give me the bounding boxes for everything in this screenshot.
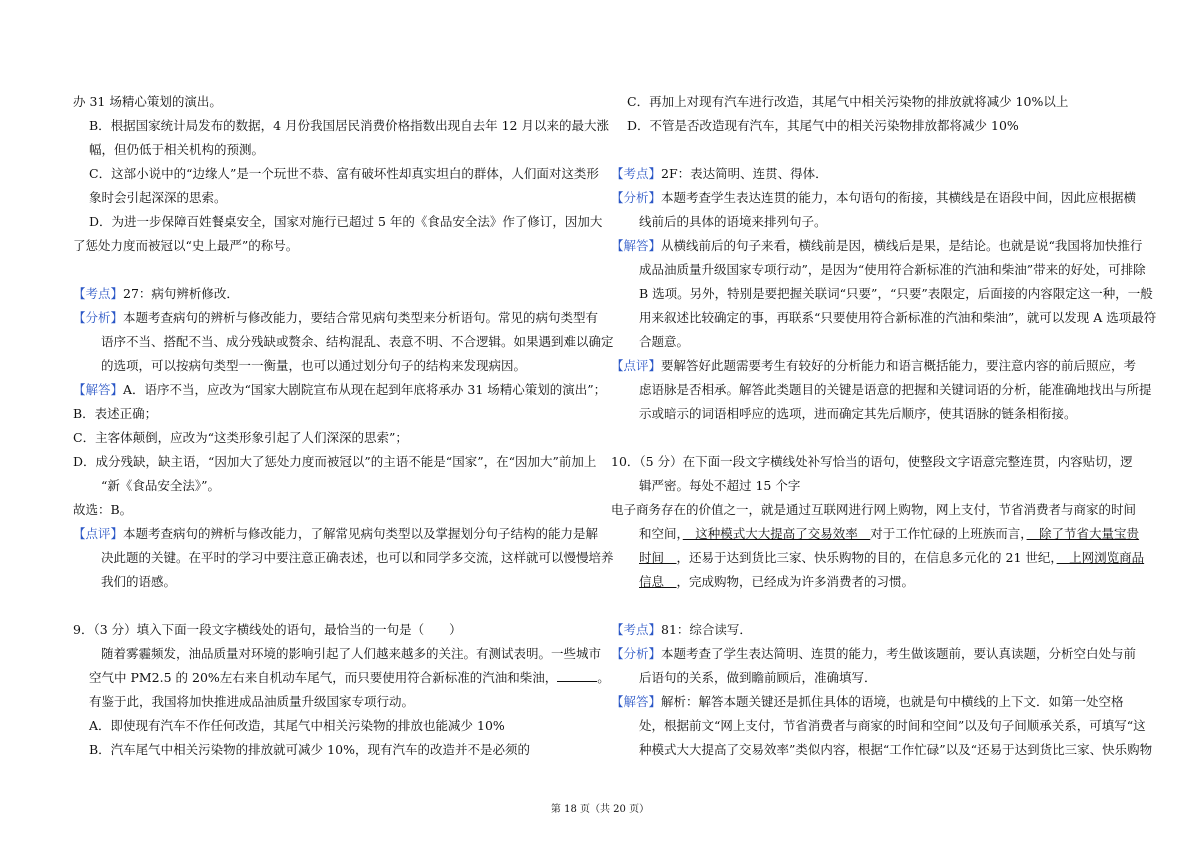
fill-blank	[557, 667, 597, 682]
text-segment: 。	[597, 670, 610, 685]
kaodian-text: 81：综合读写．	[661, 622, 752, 637]
text-line: 决此题的关键。在平时的学习中要注意正确表述，也可以和同学多交流，这样就可以慢慢培养	[101, 550, 614, 565]
fenxi-text: 本题考查学生表达连贯的能力，本句语句的衔接，其横线是在语段中间，因此应根据横	[661, 190, 1137, 205]
text-line: 示或暗示的词语相呼应的选项，进而确定其先后顺序，使其语脉的链条相衔接。	[639, 406, 1077, 421]
kaodian-text: 27：病句辨析修改．	[123, 286, 239, 301]
answer-line: 故选：B。	[73, 502, 133, 517]
page-footer: 第 18 页（共 20 页）	[550, 804, 650, 815]
text-line: 象时会引起深深的思索。	[89, 190, 227, 205]
fenxi-tag: 【分析】	[73, 310, 124, 325]
text-line: 有鉴于此，我国将加快推进成品油质量升级国家专项行动。	[89, 694, 415, 709]
kaodian-line	[611, 618, 1131, 642]
text-line	[611, 546, 1145, 570]
text-line: C．主客体颠倒，应改为“这类形象引起了人们深深的思索”；	[73, 430, 408, 445]
fenxi-text: 本题考查了学生表达简明、连贯的能力，考生做该题前，要认真读题，分析空白处与前	[661, 646, 1137, 661]
dianping-text: 要解答好此题需要考生有较好的分析能力和语言概括能力，要注意内容的前后照应，考	[661, 358, 1137, 373]
text-line: 幅，但仍低于相关机构的预测。	[89, 142, 265, 157]
jieda-tag: 【解答】	[611, 238, 662, 253]
jieda-line	[611, 234, 1143, 258]
fenxi-tag: 【分析】	[611, 190, 662, 205]
jieda-tag: 【解答】	[73, 382, 124, 397]
text-line: 线前后的具体的语境来排列句子。	[639, 214, 827, 229]
option-d: D．为进一步保障百姓餐桌安全，国家对施行已超过 5 年的《食品安全法》作了修订，因加大	[89, 214, 603, 229]
text-line: 合题意。	[639, 334, 690, 349]
dianping-line	[611, 354, 1137, 378]
text-line	[611, 522, 1140, 546]
fenxi-line	[611, 186, 1137, 210]
answer-underline: 除了节省大量宝贵	[1026, 526, 1140, 541]
option-c: C．再加上对现有汽车进行改造，其尾气中相关污染物的排放就将减少 10%以上	[627, 94, 1069, 109]
answer-underline: 信息	[639, 574, 677, 589]
dianping-tag: 【点评】	[73, 526, 124, 541]
text-line: 的选项，可以按病句类型一一衡量，也可以通过划分句子的结构来发现病因。	[101, 358, 527, 373]
question-10-title: 10．（5 分）在下面一段文字横线处补写恰当的语句，使整段文字语意完整连贯，内容贴切，逻	[611, 454, 1133, 469]
dianping-tag: 【点评】	[611, 358, 662, 373]
text-segment: ，还易于达到货比三家、快乐购物的目的，在信息多元化的 21 世纪，	[676, 550, 1057, 565]
text-line: 我们的语感。	[101, 574, 177, 589]
text-line: 用来叙述比较确定的事，再联系“只要使用符合新标准的汽油和柴油”，就可以发现 A 选项最符	[639, 310, 1157, 325]
text-line: 了惩处力度而被冠以“史上最严”的称号。	[73, 238, 299, 253]
text-line: D．成分残缺，缺主语，“因加大了惩处力度而被冠以”的主语不能是“国家”，在“因加大”前加上	[73, 454, 597, 469]
text-line: B 选项。另外，特别是要把握关联词“只要”，“只要”表限定，后面接的内容限定这一种，一般	[639, 286, 1153, 301]
option-d: D．不管是否改造现有汽车，其尾气中的相关污染物排放都将减少 10%	[627, 118, 1019, 133]
text-segment: 和空间，	[639, 526, 683, 541]
question-9-title: 9．（3 分）填入下面一段文字横线处的语句，最恰当的一句是（ ）	[73, 622, 462, 637]
text-line	[611, 570, 1131, 594]
jieda-line	[73, 378, 607, 402]
kaodian-tag: 【考点】	[611, 622, 662, 637]
fenxi-line	[611, 642, 1137, 666]
answer-underline: 上网浏览商品	[1056, 550, 1145, 565]
jieda-line	[611, 690, 1131, 714]
option-a: A．即使现有汽车不作任何改造，其尾气中相关污染物的排放也能减少 10%	[89, 718, 505, 733]
answer-underline: 时间	[639, 550, 677, 565]
answer-underline: 这种模式大大提高了交易效率	[682, 526, 871, 541]
option-c: C．这部小说中的“边缘人”是一个玩世不恭、富有破坏性却真实坦白的群体，人们面对这类形	[89, 166, 599, 181]
kaodian-text: 2F：表达简明、连贯、得体．	[661, 166, 828, 181]
text-line	[73, 666, 610, 690]
kaodian-line	[73, 282, 581, 306]
jieda-text: 从横线前后的句子来看，横线前是因，横线后是果，是结论。也就是说“我国将加快推行	[661, 238, 1143, 253]
dianping-text: 本题考查病句的辨析与修改能力，了解常见病句类型以及掌握划分句子结构的能力是解	[123, 526, 599, 541]
jieda-text: 解析：解答本题关键还是抓住具体的语境，也就是句中横线的上下文．如第一处空格	[661, 694, 1124, 709]
text-segment: 对于工作忙碌的上班族而言，	[870, 526, 1027, 541]
text-line: 电子商务存在的价值之一，就是通过互联网进行网上购物，网上支付，节省消费者与商家的时间	[611, 502, 1137, 517]
text-line: 种模式大大提高了交易效率”类似内容，根据“工作忙碌”以及“还易于达到货比三家、快乐购物	[639, 742, 1153, 757]
kaodian-tag: 【考点】	[611, 166, 662, 181]
text-line: 处，根据前文“网上支付，节省消费者与商家的时间和空间”以及句子间顺承关系，可填写“这	[639, 718, 1146, 733]
kaodian-line	[611, 162, 1131, 186]
text-segment: ，完成购物，已经成为许多消费者的习惯。	[676, 574, 915, 589]
text-line: 办 31 场精心策划的演出。	[73, 94, 222, 109]
jieda-tag: 【解答】	[611, 694, 662, 709]
option-b: B．根据国家统计局发布的数据，4 月份我国居民消费价格指数出现自去年 12 月以来的最大涨	[89, 118, 609, 133]
kaodian-tag: 【考点】	[73, 286, 124, 301]
text-line: “新《食品安全法》”。	[101, 478, 221, 493]
jieda-text: A．语序不当，应改为“国家大剧院宣布从现在起到年底将承办 31 场精心策划的演出”；	[123, 382, 607, 397]
text-line: 成品油质量升级国家专项行动”，是因为“使用符合新标准的汽油和柴油”带来的好处，可排除	[639, 262, 1146, 277]
text-line: 后语句的关系，做到瞻前顾后，准确填写．	[639, 670, 877, 685]
text-line: B．表述正确；	[73, 406, 158, 421]
text-line: 语序不当、搭配不当、成分残缺或赘余、结构混乱、表意不明、不合逻辑。如果遇到难以确定	[101, 334, 614, 349]
text-segment: 空气中 PM2.5 的 20%左右来自机动车尾气，而只要使用符合新标准的汽油和柴油，	[89, 670, 558, 685]
dianping-line	[73, 522, 599, 546]
fenxi-tag: 【分析】	[611, 646, 662, 661]
fenxi-text: 本题考查病句的辨析与修改能力，要结合常见病句类型来分析语句。常见的病句类型有	[123, 310, 599, 325]
text-line: 随着雾霾频发，油品质量对环境的影响引起了人们越来越多的关注。有测试表明。一些城市	[101, 646, 602, 661]
text-line: 辑严密。每处不超过 15 个字	[639, 478, 801, 493]
option-b: B．汽车尾气中相关污染物的排放就可减少 10%，现有汽车的改造并不是必须的	[89, 742, 530, 757]
fenxi-line	[73, 306, 599, 330]
text-line: 虑语脉是否相承。解答此类题目的关键是语意的把握和关键词语的分析，能准确地找出与所提	[639, 382, 1152, 397]
